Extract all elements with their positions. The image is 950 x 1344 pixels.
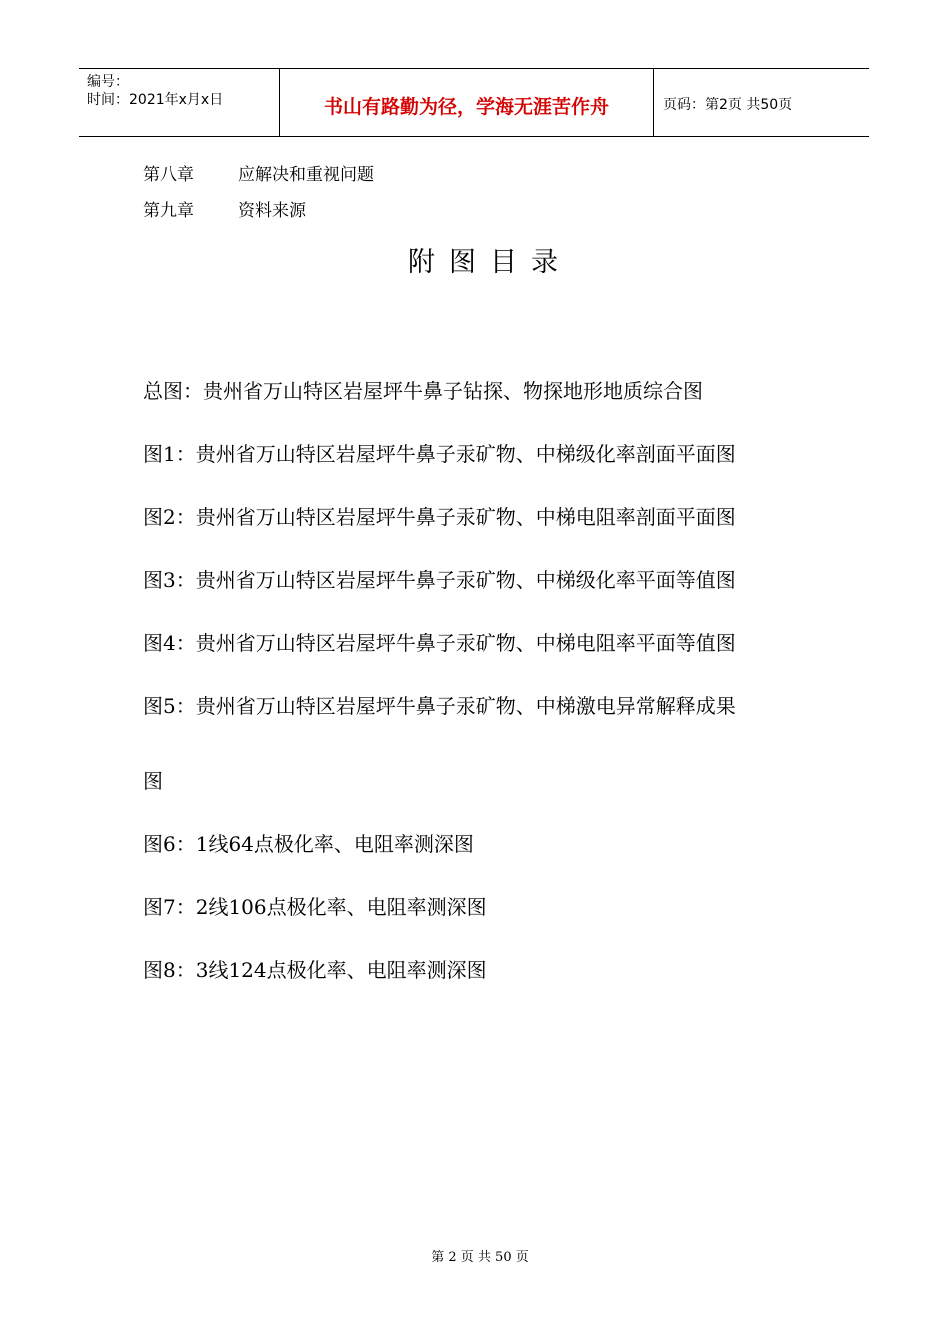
figure-list-item: 总图：贵州省万山特区岩屋坪牛鼻子钻探、物探地形地质综合图 — [143, 379, 703, 403]
date-label: 时间：2021年x月x日 — [87, 92, 224, 108]
header-page-cell — [653, 69, 869, 136]
figure-list-item-continuation: 图 — [143, 769, 163, 793]
figure-list-item: 图6：1线64点极化率、电阻率测深图 — [143, 832, 474, 856]
chapter-number: 第九章 — [143, 201, 194, 221]
figure-list-item: 图1：贵州省万山特区岩屋坪牛鼻子汞矿物、中梯级化率剖面平面图 — [143, 442, 736, 466]
figure-list-item: 图2：贵州省万山特区岩屋坪牛鼻子汞矿物、中梯电阻率剖面平面图 — [143, 505, 736, 529]
figure-list-item: 图3：贵州省万山特区岩屋坪牛鼻子汞矿物、中梯级化率平面等值图 — [143, 568, 736, 592]
chapter-title: 应解决和重视问题 — [238, 165, 374, 185]
figure-list-item: 图4：贵州省万山特区岩屋坪牛鼻子汞矿物、中梯电阻率平面等值图 — [143, 631, 736, 655]
chapter-item — [143, 160, 374, 185]
page-footer: 第 2 页 共 50 页 — [431, 1250, 529, 1265]
chapter-item — [143, 196, 306, 221]
motto: 书山有路勤为径，学海无涯苦作舟 — [323, 96, 609, 118]
header-motto-cell — [279, 69, 654, 136]
figure-list-item: 图5：贵州省万山特区岩屋坪牛鼻子汞矿物、中梯激电异常解释成果 — [143, 694, 736, 718]
number-label: 编号： — [87, 74, 129, 90]
chapter-title: 资料来源 — [238, 201, 306, 221]
page-header — [79, 68, 869, 137]
section-title: 附图目录 — [408, 247, 572, 278]
page-label: 页码：第2页 共50页 — [663, 97, 793, 113]
figure-list-item: 图7：2线106点极化率、电阻率测深图 — [143, 895, 487, 919]
figure-list-item: 图8：3线124点极化率、电阻率测深图 — [143, 958, 487, 982]
header-info-cell — [79, 69, 279, 136]
chapter-number: 第八章 — [143, 165, 194, 185]
